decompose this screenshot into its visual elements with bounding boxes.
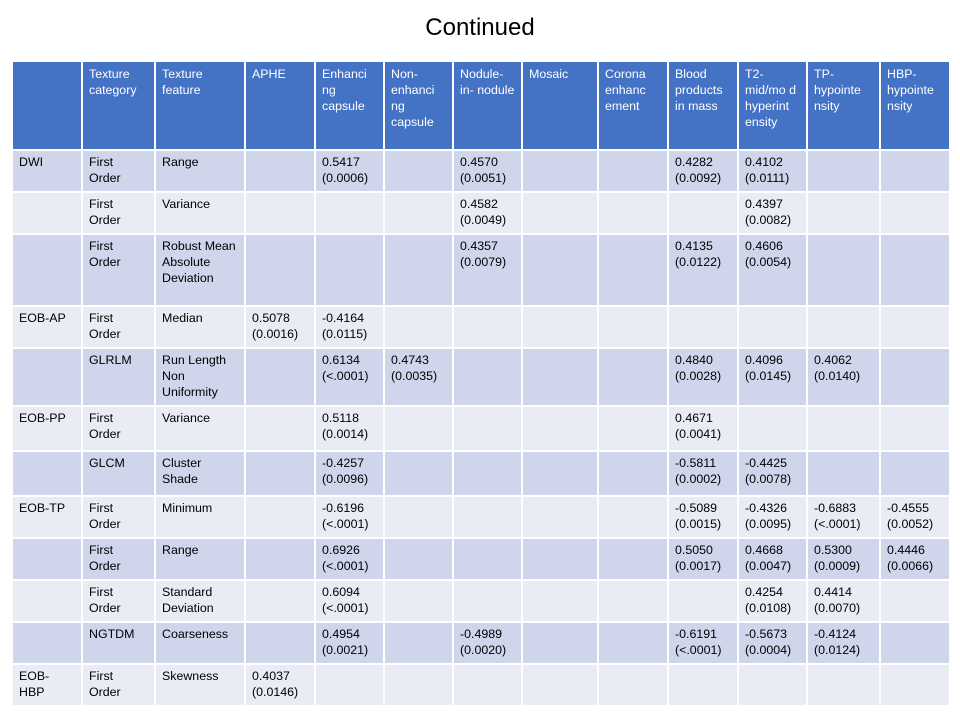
value-cell	[384, 451, 453, 496]
value-cell	[453, 496, 522, 538]
value-cell	[880, 451, 950, 496]
row-label-cell: Run Length Non Uniformity	[155, 348, 245, 406]
value-cell: 0.5118 (0.0014)	[315, 406, 384, 451]
header-cell: Nodule- in- nodule	[453, 61, 522, 150]
value-cell: 0.4096 (0.0145)	[738, 348, 807, 406]
table-row	[12, 622, 950, 664]
table-row	[12, 538, 950, 580]
row-label-cell: Variance	[155, 192, 245, 234]
value-cell: -0.4124 (0.0124)	[807, 622, 880, 664]
table-row	[12, 192, 950, 234]
value-cell: 0.6094 (<.0001)	[315, 580, 384, 622]
header-cell: Corona enhanc ement	[598, 61, 668, 150]
row-label-cell: Minimum	[155, 496, 245, 538]
value-cell: 0.4840 (0.0028)	[668, 348, 738, 406]
row-group-cell: EOB-AP	[12, 306, 82, 348]
row-label-cell: First Order	[82, 538, 155, 580]
value-cell	[453, 406, 522, 451]
value-cell: -0.4555 (0.0052)	[880, 496, 950, 538]
header-cell: Texture feature	[155, 61, 245, 150]
row-group-cell	[12, 622, 82, 664]
value-cell	[453, 306, 522, 348]
row-group-cell	[12, 538, 82, 580]
row-group-cell	[12, 580, 82, 622]
value-cell	[384, 150, 453, 192]
value-cell	[880, 306, 950, 348]
value-cell	[245, 192, 315, 234]
value-cell	[384, 496, 453, 538]
value-cell	[384, 580, 453, 622]
value-cell: -0.4164 (0.0115)	[315, 306, 384, 348]
value-cell	[315, 234, 384, 306]
value-cell	[598, 406, 668, 451]
row-label-cell: GLCM	[82, 451, 155, 496]
row-label-cell: First Order	[82, 234, 155, 306]
row-label-cell: First Order	[82, 306, 155, 348]
value-cell: 0.5300 (0.0009)	[807, 538, 880, 580]
value-cell	[598, 622, 668, 664]
value-cell: 0.4397 (0.0082)	[738, 192, 807, 234]
row-label-cell: Robust Mean Absolute Deviation	[155, 234, 245, 306]
value-cell	[522, 622, 598, 664]
value-cell: 0.4582 (0.0049)	[453, 192, 522, 234]
value-cell: 0.4037 (0.0146)	[245, 664, 315, 706]
value-cell	[880, 580, 950, 622]
value-cell	[522, 306, 598, 348]
row-label-cell: First Order	[82, 406, 155, 451]
value-cell: 0.4282 (0.0092)	[668, 150, 738, 192]
value-cell	[598, 496, 668, 538]
value-cell: -0.4989 (0.0020)	[453, 622, 522, 664]
table-row	[12, 306, 950, 348]
value-cell	[880, 406, 950, 451]
row-group-cell	[12, 192, 82, 234]
value-cell	[453, 664, 522, 706]
value-cell	[807, 150, 880, 192]
header-cell: T2- mid/mo d hyperint ensity	[738, 61, 807, 150]
value-cell	[598, 580, 668, 622]
value-cell	[668, 664, 738, 706]
value-cell: -0.5811 (0.0002)	[668, 451, 738, 496]
value-cell	[384, 406, 453, 451]
header-cell: Enhanci ng capsule	[315, 61, 384, 150]
table-row	[12, 234, 950, 306]
value-cell	[453, 538, 522, 580]
row-label-cell: Variance	[155, 406, 245, 451]
value-cell: 0.4102 (0.0111)	[738, 150, 807, 192]
value-cell	[384, 622, 453, 664]
value-cell	[522, 348, 598, 406]
value-cell: -0.5089 (0.0015)	[668, 496, 738, 538]
value-cell	[522, 406, 598, 451]
value-cell	[807, 664, 880, 706]
value-cell	[453, 451, 522, 496]
value-cell	[598, 664, 668, 706]
value-cell	[245, 451, 315, 496]
value-cell	[880, 348, 950, 406]
row-group-cell: EOB-TP	[12, 496, 82, 538]
value-cell	[245, 348, 315, 406]
value-cell	[522, 580, 598, 622]
header-cell: Mosaic	[522, 61, 598, 150]
value-cell: -0.4257 (0.0096)	[315, 451, 384, 496]
value-cell	[315, 664, 384, 706]
value-cell	[522, 150, 598, 192]
value-cell: 0.4062 (0.0140)	[807, 348, 880, 406]
slide-title: Continued	[425, 14, 535, 41]
value-cell: 0.4446 (0.0066)	[880, 538, 950, 580]
row-label-cell: First Order	[82, 580, 155, 622]
value-cell	[807, 192, 880, 234]
value-cell	[807, 451, 880, 496]
row-label-cell: Skewness	[155, 664, 245, 706]
value-cell: 0.4668 (0.0047)	[738, 538, 807, 580]
value-cell	[453, 348, 522, 406]
value-cell	[598, 306, 668, 348]
table-row	[12, 406, 950, 451]
value-cell	[668, 192, 738, 234]
value-cell: 0.4414 (0.0070)	[807, 580, 880, 622]
table-row	[12, 496, 950, 538]
row-label-cell: NGTDM	[82, 622, 155, 664]
value-cell	[807, 306, 880, 348]
value-cell: -0.6196 (<.0001)	[315, 496, 384, 538]
header-cell: HBP- hypointe nsity	[880, 61, 950, 150]
table-row	[12, 348, 950, 406]
value-cell	[880, 192, 950, 234]
value-cell: 0.4254 (0.0108)	[738, 580, 807, 622]
row-group-cell: DWI	[12, 150, 82, 192]
value-cell	[245, 234, 315, 306]
table-row	[12, 451, 950, 496]
table-row	[12, 580, 950, 622]
row-label-cell: First Order	[82, 192, 155, 234]
correlation-table	[11, 60, 951, 707]
value-cell	[522, 192, 598, 234]
row-label-cell: First Order	[82, 150, 155, 192]
value-cell: 0.4135 (0.0122)	[668, 234, 738, 306]
table-body	[12, 150, 950, 706]
value-cell	[668, 306, 738, 348]
value-cell	[880, 234, 950, 306]
row-label-cell: Median	[155, 306, 245, 348]
value-cell	[245, 496, 315, 538]
value-cell	[522, 451, 598, 496]
value-cell: 0.4606 (0.0054)	[738, 234, 807, 306]
value-cell: 0.6926 (<.0001)	[315, 538, 384, 580]
value-cell	[245, 150, 315, 192]
value-cell	[880, 150, 950, 192]
value-cell	[245, 580, 315, 622]
value-cell	[453, 580, 522, 622]
value-cell	[807, 234, 880, 306]
value-cell: -0.6191 (<.0001)	[668, 622, 738, 664]
value-cell	[668, 580, 738, 622]
value-cell	[598, 538, 668, 580]
value-cell	[245, 538, 315, 580]
row-label-cell: First Order	[82, 664, 155, 706]
value-cell	[880, 622, 950, 664]
value-cell	[880, 664, 950, 706]
value-cell: 0.4570 (0.0051)	[453, 150, 522, 192]
value-cell	[598, 150, 668, 192]
value-cell	[384, 234, 453, 306]
row-label-cell: Range	[155, 538, 245, 580]
row-group-cell	[12, 348, 82, 406]
value-cell: 0.4743 (0.0035)	[384, 348, 453, 406]
row-label-cell: First Order	[82, 496, 155, 538]
row-group-cell	[12, 451, 82, 496]
value-cell	[384, 664, 453, 706]
value-cell: 0.4357 (0.0079)	[453, 234, 522, 306]
row-label-cell: Range	[155, 150, 245, 192]
value-cell	[384, 306, 453, 348]
value-cell	[522, 664, 598, 706]
value-cell: -0.4425 (0.0078)	[738, 451, 807, 496]
value-cell	[598, 348, 668, 406]
row-group-cell	[12, 234, 82, 306]
value-cell	[315, 192, 384, 234]
table-header-row	[12, 61, 950, 150]
header-cell: Blood products in mass	[668, 61, 738, 150]
value-cell	[245, 622, 315, 664]
value-cell	[807, 406, 880, 451]
row-label-cell: GLRLM	[82, 348, 155, 406]
value-cell	[598, 451, 668, 496]
value-cell: -0.6883 (<.0001)	[807, 496, 880, 538]
value-cell: 0.5417 (0.0006)	[315, 150, 384, 192]
row-label-cell: Coarseness	[155, 622, 245, 664]
value-cell	[738, 306, 807, 348]
value-cell	[522, 538, 598, 580]
row-group-cell: EOB-PP	[12, 406, 82, 451]
header-cell: APHE	[245, 61, 315, 150]
row-label-cell: Standard Deviation	[155, 580, 245, 622]
header-cell: Texture category	[82, 61, 155, 150]
value-cell	[384, 538, 453, 580]
row-label-cell: Cluster Shade	[155, 451, 245, 496]
value-cell: -0.4326 (0.0095)	[738, 496, 807, 538]
value-cell: 0.5078 (0.0016)	[245, 306, 315, 348]
value-cell	[245, 406, 315, 451]
value-cell	[522, 234, 598, 306]
value-cell: -0.5673 (0.0004)	[738, 622, 807, 664]
value-cell	[738, 664, 807, 706]
header-cell: Non- enhanci ng capsule	[384, 61, 453, 150]
header-cell: TP- hypointe nsity	[807, 61, 880, 150]
value-cell	[598, 234, 668, 306]
value-cell	[384, 192, 453, 234]
table-row	[12, 664, 950, 706]
value-cell: 0.4954 (0.0021)	[315, 622, 384, 664]
header-cell	[12, 61, 82, 150]
value-cell	[738, 406, 807, 451]
table-row	[12, 150, 950, 192]
value-cell	[522, 496, 598, 538]
row-group-cell: EOB- HBP	[12, 664, 82, 706]
value-cell: 0.5050 (0.0017)	[668, 538, 738, 580]
value-cell: 0.6134 (<.0001)	[315, 348, 384, 406]
value-cell: 0.4671 (0.0041)	[668, 406, 738, 451]
value-cell	[598, 192, 668, 234]
